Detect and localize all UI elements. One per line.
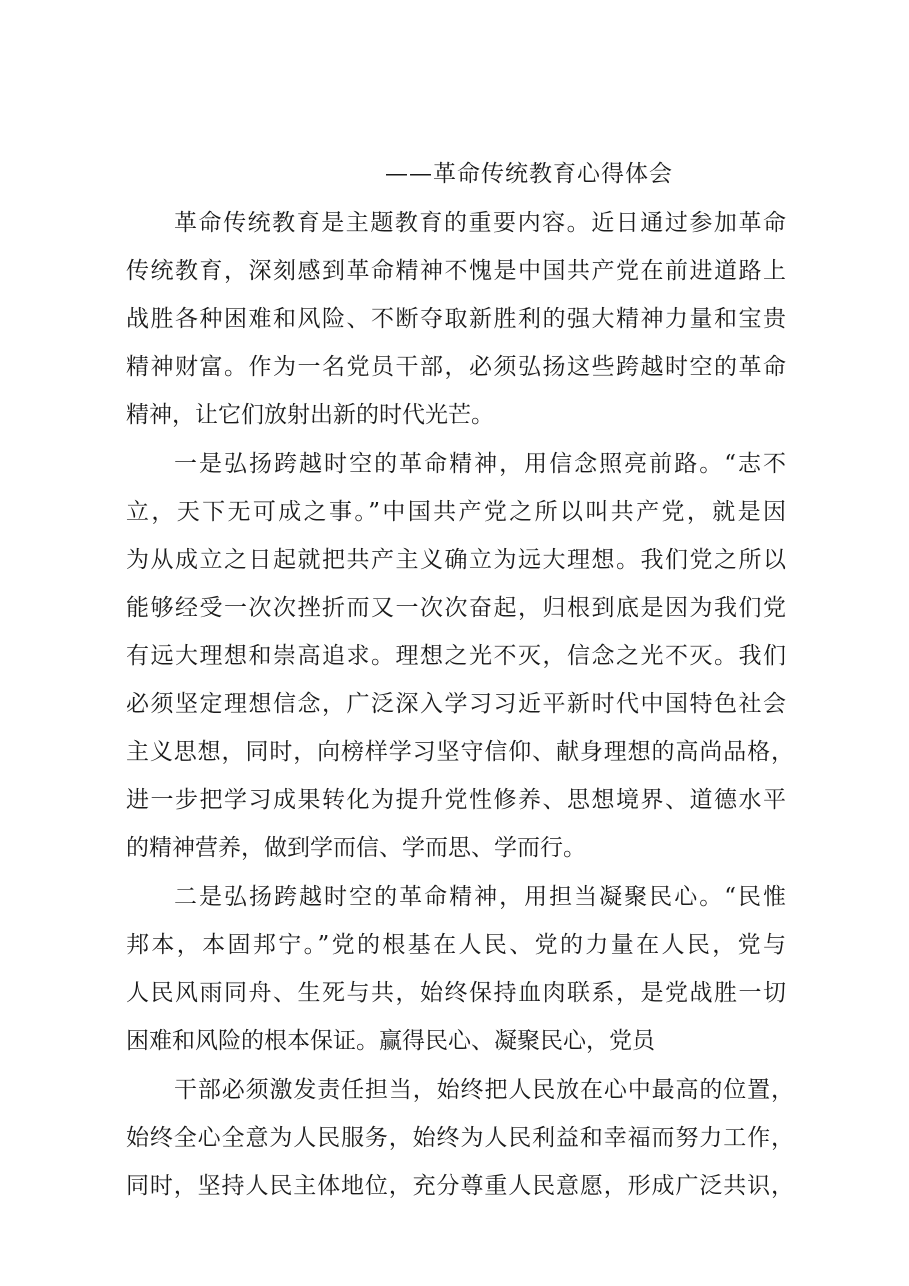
paragraph-line: 立，天下无可成之事。”中国共产党之所以叫共产党，就是因 [126, 499, 786, 525]
paragraph-line: 主义思想，同时，向榜样学习坚守信仰、献身理想的高尚品格， [126, 739, 794, 765]
paragraph-line: 精神，让它们放射出新的时代光芒。 [126, 402, 494, 428]
paragraph-line: 人民风雨同舟、生死与共，始终保持血肉联系，是党战胜一切 [126, 980, 786, 1006]
paragraph-line: 有远大理想和崇高追求。理想之光不灭，信念之光不灭。我们 [126, 643, 786, 669]
paragraph-line: 战胜各种困难和风险、不断夺取新胜利的强大精神力量和宝贵 [126, 306, 786, 332]
paragraph-line: 革命传统教育是主题教育的重要内容。近日通过参加革命 [174, 210, 786, 236]
paragraph-line: 为从成立之日起就把共产主义确立为远大理想。我们党之所以 [126, 547, 786, 573]
paragraph-line: 传统教育，深刻感到革命精神不愧是中国共产党在前进道路上 [126, 258, 786, 284]
paragraph-line: 的精神营养，做到学而信、学而思、学而行。 [126, 835, 586, 861]
paragraph-line: 一是弘扬跨越时空的革命精神，用信念照亮前路。“志不 [174, 451, 786, 477]
paragraph-line: 始终全心全意为人民服务，始终为人民利益和幸福而努力工作， [126, 1125, 794, 1151]
paragraph-line: 必须坚定理想信念，广泛深入学习习近平新时代中国特色社会 [126, 691, 786, 717]
paragraph-line: 能够经受一次次挫折而又一次次奋起，归根到底是因为我们党 [126, 595, 786, 621]
paragraph-line: 同时，坚持人民主体地位，充分尊重人民意愿，形成广泛共识， [126, 1173, 794, 1199]
paragraph-line: 困难和风险的根本保证。赢得民心、凝聚民心，党员 [126, 1028, 655, 1054]
paragraph-line: 进一步把学习成果转化为提升党性修养、思想境界、道德水平 [126, 787, 786, 813]
paragraph-line: 二是弘扬跨越时空的革命精神，用担当凝聚民心。“民惟 [174, 884, 786, 910]
document-subtitle: ——革命传统教育心得体会 [385, 161, 673, 187]
paragraph-line: 干部必须激发责任担当，始终把人民放在心中最高的位置， [174, 1077, 794, 1103]
paragraph-line: 邦本，本固邦宁。”党的根基在人民、党的力量在人民，党与 [126, 932, 786, 958]
paragraph-line: 精神财富。作为一名党员干部，必须弘扬这些跨越时空的革命 [126, 354, 786, 380]
